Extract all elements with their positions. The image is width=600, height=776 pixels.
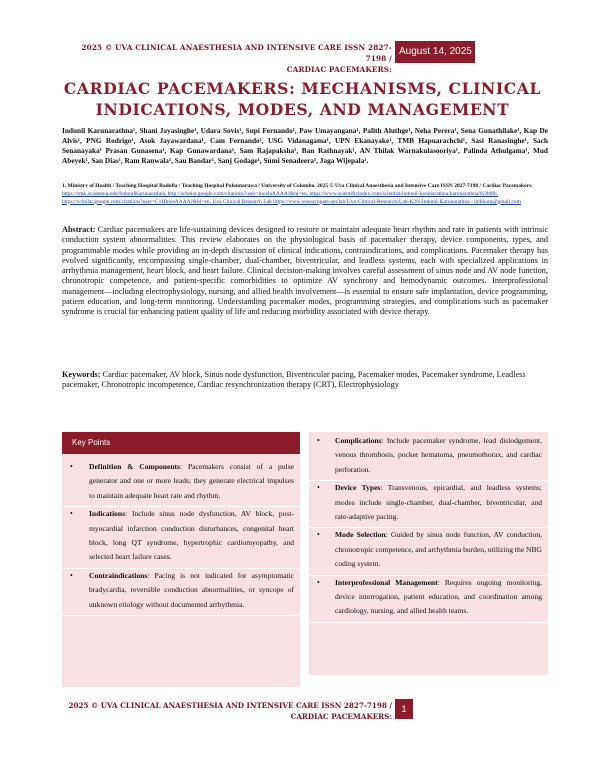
key-point-label: Complications (335, 436, 382, 445)
abstract-text: Cardiac pacemakers are life-sustaining devices designed to restore or maintain adequate heart rhythm and rate in patients with intrinsic conduction system abnormalities. This review elaborates on the physiological basis of pacemaker therapy, device components, types, and programmable modes while providing an in-depth discussion of clinical indications, contraindications, and complications. Pacemaker therapy has evolved significantly, encompassing single-chamber, dual-chamber, biventricular, and leadless systems, each with specialized applications in arrhythmia management, heart block, and heart failure. Clinical decision-making involves careful assessment of sinus node and AV node function, chronotropic competence, and patient-specific comorbidities to optimize AV synchrony and hemodynamic outcomes. Interprofessional management—including electrophysiology, nursing, and allied health involvement—is essential to ensure safe implantation, device programming, patient education, and long-term monitoring. Understanding pacemaker modes, programming strategies, and complications such as pacemaker syndrome is crucial for enhancing patient quality of life and reducing morbidity associated with device therapy. (62, 225, 548, 316)
key-point-label: Indications (89, 509, 126, 519)
key-points-list-right (309, 432, 548, 623)
key-points-heading: Key Points (62, 432, 300, 454)
paper-title: CARDIAC PACEMAKERS: MECHANISMS, CLINICAL INDICATIONS, MODES, AND MANAGEMENT (63, 79, 542, 119)
author-list: Indunil Karunarathna¹, Shani Jayasinghe¹, Udara Sovis¹, Supi Fernando¹, Paw Umayangana¹, Palith Aluthge¹, Neha Perera¹, Sena Gunathilake¹, Kap De Alvis¹, PNG Rodrigo¹, Asok Jayawardana¹, Cam Fernando¹, USG Vidanagama¹, UPN Ekanayake¹, TMB Hapuarachchi¹, Sasi Ranasinghe¹, Sach Senanayaka¹ Prasan Gunasena¹, Kap Gunawardana¹, Sam Rajapaksha¹, Ban Rathnayak¹, AN Thilak Warnakulasooriya¹, Palinda Athulgama¹, Mud Abeyek¹, San Dias¹, Ram Ranwala¹, Sau Bandar¹, Sanj Godage¹, Sumi Senadeera¹, Jaga Wijepala¹. (62, 126, 548, 165)
affiliation-main: 1. Ministry of Health / Teaching Hospital Badulla / Teaching Hospital Polonnaruwa / University of Colombo. 2025 © Uva Clinical Anaesthesia and Intensive Care ISSN 2827-7198 / Cardiac Pacemakers: (62, 183, 533, 189)
keywords (62, 370, 548, 391)
key-point-item (62, 460, 300, 507)
key-point-label: Mode Selection (335, 530, 386, 540)
key-point-text: : Include sinus node dysfunction, AV block, post-myocardial infarction conduction disturbances, congenital heart block, long QT syndrome, hypertrophic cardiomyopathy, and selected heart failure cases. (89, 509, 294, 562)
running-header-line2: CARDIAC PACEMAKERS: (286, 65, 392, 74)
key-point-text: : Transvenous, epicardial, and leadless systems; modes include single-chamber, dual-chamber, biventricular, and rate-adaptive pacing. (335, 483, 542, 522)
key-points-list-left (62, 454, 300, 616)
key-point-label: Device Types (335, 483, 381, 493)
key-point-item (309, 576, 548, 623)
running-footer-line1: 2025 © UVA CLINICAL ANAESTHESIA AND INTENSIVE CARE ISSN 2827-7198 / (68, 701, 392, 710)
running-footer (62, 700, 392, 722)
key-point-text: : Pacemakers consist of a pulse generator and one or more leads; they generate electrical impulses to maintain adequate heart rate and rhythm. (89, 462, 294, 500)
affiliation-links[interactable]: https://rmk.academia.edu/IndunilKarunarathna, http://scholar.google.com/citations?user=IncelaAAAAJ&hl=en, https://www.scientificindex.com/scientist/indunil-karunarathna/karunarathna/8i2b80i, https://scholar.google.com/citations?user=C1HInceAAAAJ&hl=en, Uva Clinical Research Lab https://www.researchgate.net/lab/Uva-Clinical-Research-Lab-K2N-Indunil-Karunarathna - indikaru@gmail.com (62, 190, 521, 205)
key-point-item (62, 507, 300, 569)
keywords-text: Cardiac pacemaker, AV block, Sinus node dysfunction, Biventricular pacing, Pacemaker modes, Pacemaker syndrome, Leadless pacemaker, Chronotropic incompetence, Cardiac resynchronization therapy (CRT), Electrophysiology (62, 370, 526, 390)
key-points-panel-left (62, 432, 300, 687)
key-point-item (309, 481, 548, 528)
running-header (62, 42, 392, 75)
page-number: 1 (395, 699, 413, 719)
publication-date: August 14, 2025 (395, 41, 475, 63)
running-header-line1: 2025 © UVA CLINICAL ANAESTHESIA AND INTENSIVE CARE ISSN 2827-7198 / (81, 43, 392, 63)
key-point-item (309, 434, 548, 481)
key-point-label: Interprofessional Management (335, 577, 438, 587)
key-point-label: Contraindications (89, 570, 148, 580)
abstract (62, 225, 548, 317)
key-point-text: : Requires ongoing monitoring, device interrogation, patient education, and coordination among cardiology, nursing, and allied health teams. (335, 577, 542, 616)
key-point-text: : Include pacemaker syndrome, lead dislodgement, venous thrombosis, pocket hematoma, pneumothorax, and cardiac perforation. (335, 436, 542, 474)
key-point-text: : Guided by sinus node function, AV conduction, chronotropic competence, and arrhythmia burden, utilizing the NBG coding system. (335, 530, 542, 569)
key-point-label: Definition & Components (89, 462, 180, 471)
abstract-label: Abstract: (62, 225, 96, 234)
key-point-text: : Pacing is not indicated for asymptomatic bradycardia, reversible conduction abnormalities, or syncope of unknown etiology without documented arrhythmia. (89, 570, 294, 609)
running-footer-line2: CARDIAC PACEMAKERS: (290, 712, 392, 721)
key-points-panel-right (309, 432, 548, 675)
key-point-item (62, 569, 300, 616)
affiliation (62, 183, 548, 206)
key-point-item (309, 528, 548, 575)
keywords-label: Keywords: (62, 370, 101, 379)
